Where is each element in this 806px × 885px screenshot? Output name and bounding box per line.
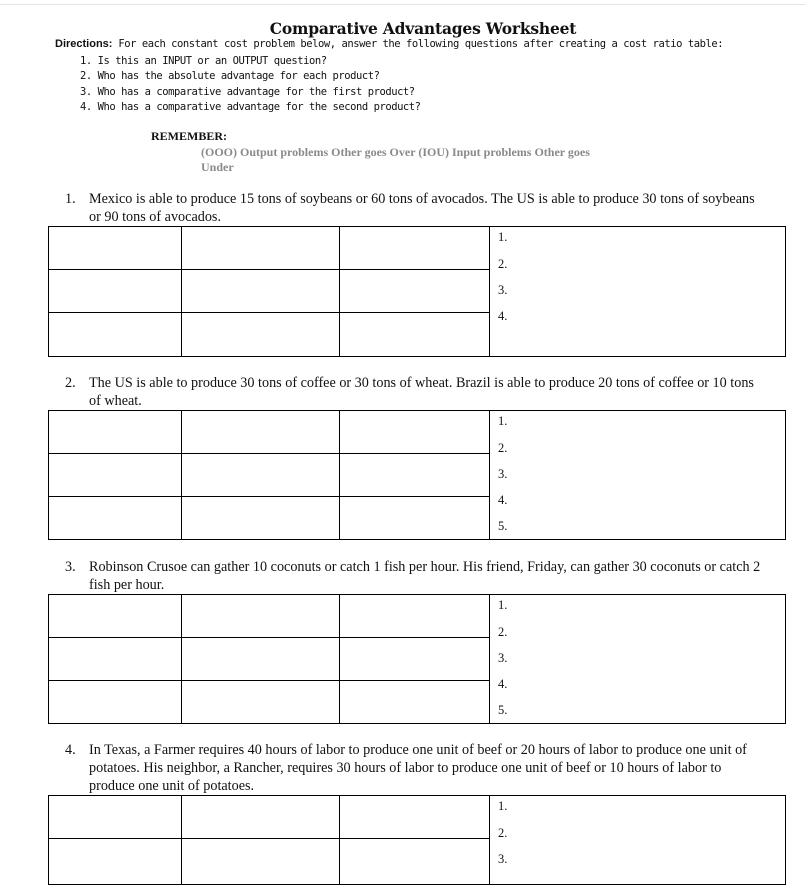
answer-line[interactable]: 2. bbox=[498, 441, 508, 455]
directions-question: 4. Who has a comparative advantage for the second product? bbox=[80, 100, 421, 113]
remember-label: REMEMBER: bbox=[151, 129, 227, 143]
answer-line[interactable]: 5. bbox=[498, 519, 508, 533]
directions-text: For each constant cost problem below, answer the following questions after creating a cost ratio table: bbox=[112, 38, 724, 50]
answer-column bbox=[489, 227, 785, 356]
answer-line[interactable]: 4. bbox=[498, 677, 508, 691]
cost-ratio-table bbox=[49, 595, 489, 723]
answer-line[interactable]: 3. bbox=[498, 467, 508, 481]
answer-line[interactable]: 3. bbox=[498, 852, 508, 866]
problem-2-table bbox=[48, 410, 786, 540]
page-top-border bbox=[0, 4, 806, 5]
problem-4-table bbox=[48, 795, 786, 885]
answer-line[interactable]: 2. bbox=[498, 625, 508, 639]
cost-ratio-table bbox=[49, 411, 489, 539]
problem-text: The US is able to produce 30 tons of coffee or 30 tons of wheat. Brazil is able to produce 20 tons of coffee or 10 tons of wheat. bbox=[89, 375, 754, 409]
answer-column bbox=[489, 595, 785, 723]
problem-3-table bbox=[48, 594, 786, 724]
problem-3 bbox=[65, 558, 765, 594]
directions-label: Directions: bbox=[55, 38, 113, 50]
problem-4 bbox=[65, 741, 765, 795]
directions-question: 1. Is this an INPUT or an OUTPUT question? bbox=[80, 55, 327, 67]
directions-question: 3. Who has a comparative advantage for the first product? bbox=[80, 85, 415, 98]
problem-number: 2. bbox=[65, 375, 76, 391]
problem-1-table bbox=[48, 226, 786, 357]
answer-line[interactable]: 2. bbox=[498, 826, 508, 840]
answer-line[interactable]: 1. bbox=[498, 799, 508, 813]
answer-line[interactable]: 2. bbox=[498, 257, 508, 271]
answer-column bbox=[489, 796, 785, 884]
directions-question: 2. Who has the absolute advantage for each product? bbox=[80, 70, 380, 83]
problem-text: In Texas, a Farmer requires 40 hours of labor to produce one unit of beef or 20 hours of labor to produce one unit of potatoes. His neighbor, a Rancher, requires 30 hours of labor to produce one unit of beef or 10 hours of labor to produce one unit of potatoes. bbox=[89, 742, 747, 794]
answer-line[interactable]: 4. bbox=[498, 309, 508, 323]
answer-line[interactable]: 1. bbox=[498, 414, 508, 428]
problem-2 bbox=[65, 374, 765, 410]
answer-line[interactable]: 4. bbox=[498, 493, 508, 507]
answer-line[interactable]: 5. bbox=[498, 703, 508, 717]
answer-line[interactable]: 1. bbox=[498, 598, 508, 612]
worksheet-title: Comparative Advantages Worksheet bbox=[269, 19, 577, 38]
answer-column bbox=[489, 411, 785, 539]
problem-text: Mexico is able to produce 15 tons of soybeans or 60 tons of avocados. The US is able to produce 30 tons of soybeans or 90 tons of avocados. bbox=[89, 191, 755, 225]
answer-line[interactable]: 3. bbox=[498, 283, 508, 297]
problem-1 bbox=[65, 190, 765, 226]
problem-number: 1. bbox=[65, 191, 76, 207]
cost-ratio-table bbox=[49, 796, 489, 884]
directions bbox=[55, 38, 795, 50]
remember-text: (OOO) Output problems Other goes Over (IOU) Input problems Other goes Under bbox=[201, 145, 590, 174]
answer-line[interactable]: 3. bbox=[498, 651, 508, 665]
directions-question-list bbox=[80, 55, 421, 116]
answer-line[interactable]: 1. bbox=[498, 230, 508, 244]
problem-number: 4. bbox=[65, 742, 76, 758]
cost-ratio-table bbox=[49, 227, 489, 356]
problem-number: 3. bbox=[65, 559, 76, 575]
problem-text: Robinson Crusoe can gather 10 coconuts or catch 1 fish per hour. His friend, Friday, can gather 30 coconuts or catch 2 fish per hour. bbox=[89, 559, 761, 593]
